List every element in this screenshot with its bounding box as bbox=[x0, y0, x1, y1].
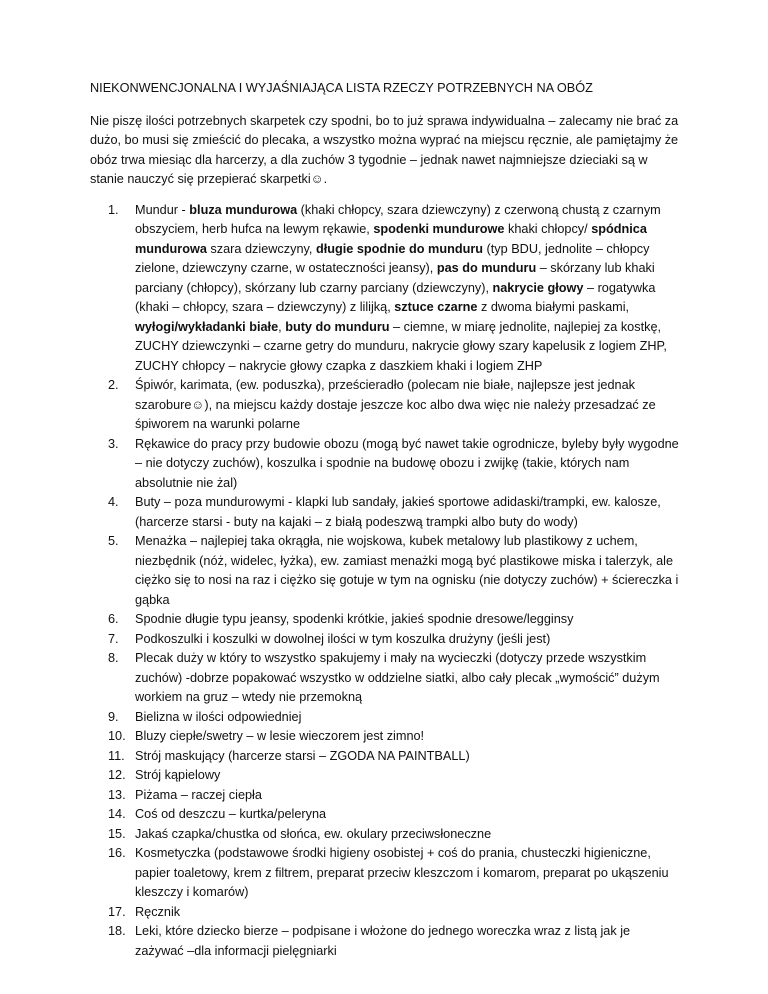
list-item bbox=[90, 532, 680, 610]
list-item-number: 1. bbox=[108, 202, 119, 217]
list-item bbox=[90, 922, 680, 961]
list-item-text: Podkoszulki i koszulki w dowolnej ilości w tym koszulka drużyny (jeśli jest) bbox=[135, 631, 551, 646]
list-item bbox=[90, 708, 680, 728]
list-item bbox=[90, 435, 680, 494]
list-item-text: Plecak duży w który to wszystko spakujemy i mały na wycieczki (dotyczy przede wszystkim zuchów) -dobrze popakować wszystko w oddzielne siatki, albo cały plecak „wymościć” dużym workiem na gruz – wtedy nie przemokną bbox=[135, 651, 660, 704]
list-item bbox=[90, 825, 680, 845]
list-item-bold-text: buty do munduru bbox=[285, 319, 390, 334]
list-item-text: – ciemne, w miarę jednolite, najlepiej za kostkę, ZUCHY dziewczynki – czarne getry do munduru, nakrycie głowy szary kapelusik z logiem ZHP, ZUCHY chłopcy – nakrycie głowy czapka z daszkiem khaki i logiem ZHP bbox=[135, 319, 667, 373]
list-item-number: 5. bbox=[108, 534, 119, 548]
list-item-number: 7. bbox=[108, 631, 119, 646]
list-item-text: Menażka – najlepiej taka okrągła, nie wojskowa, kubek metalowy lub plastikowy z uchem, niezbędnik (nóż, widelec, łyżka), ew. zamiast menażki mogą być plastikowe miska i talerzyk, ale ciężko się to nosi na raz i ciężko się gotuje w tym na ognisku (nie dotyczy zuchów) + ściereczka i gąbka bbox=[135, 534, 679, 607]
list-item-bold-text: nakrycie głowy bbox=[492, 280, 584, 295]
document-body bbox=[90, 79, 680, 961]
list-item bbox=[90, 786, 680, 806]
list-item-text: Rękawice do pracy przy budowie obozu (mogą być nawet takie ogrodnicze, byleby były wygodne – nie dotyczy zuchów), koszulka i spodnie na budowę obozu i zwijkę (takie, których nam absolutnie nie żal) bbox=[135, 436, 679, 490]
list-item-text: – rogatywka (khaki – chłopcy, szara – dziewczyny) z lilijką, bbox=[135, 280, 656, 314]
list-item-number: 17. bbox=[108, 904, 126, 919]
list-item-number: 13. bbox=[108, 787, 126, 802]
list-item-number: 14. bbox=[108, 807, 126, 821]
intro-paragraph: Nie piszę ilości potrzebnych skarpetek czy spodni, bo to już sprawa indywidualna – zalecamy nie brać za dużo, bo musi się zmieścić do plecaka, a wszystko można wyprać na miejscu ręcznie, ale pamiętajmy że obóz trwa miesiąc dla harcerzy, a dla zuchów 3 tygodnie – jednak nawet najmniejsze dzieciaki są w stanie nauczyć się przepierać skarpetki☺. bbox=[90, 113, 679, 186]
list-item-number: 9. bbox=[108, 709, 119, 724]
list-item-text: , bbox=[278, 319, 286, 334]
list-item-number: 3. bbox=[108, 436, 119, 451]
list-item-text: Coś od deszczu – kurtka/peleryna bbox=[135, 807, 327, 821]
list-item bbox=[90, 376, 680, 435]
list-item-bold-text: sztuce czarne bbox=[394, 300, 478, 314]
list-item-text: – skórzany lub khaki parciany (chłopcy), skórzany lub czarny parciany (dziewczyny), bbox=[135, 261, 655, 295]
list-item-text: Bluzy ciepłe/swetry – w lesie wieczorem jest zimno! bbox=[135, 729, 425, 743]
list-item-number: 6. bbox=[108, 612, 119, 626]
list-item bbox=[90, 766, 680, 786]
list-item-text: Spodnie długie typu jeansy, spodenki krótkie, jakieś spodnie dresowe/legginsy bbox=[135, 612, 574, 626]
list-item-text: Ręcznik bbox=[135, 904, 181, 919]
list-item bbox=[90, 844, 680, 903]
list-item-number: 11. bbox=[108, 748, 125, 763]
list-item bbox=[90, 610, 680, 630]
list-item-text: (typ BDU, jednolite – chłopcy zielone, dziewczyny czarne, w ostateczności jeansy), bbox=[135, 241, 650, 275]
list-item bbox=[90, 903, 680, 923]
list-item-text: Śpiwór, karimata, (ew. poduszka), prześcieradło (polecam nie białe, najlepsze jest jednak szarobure☺), na miejscu każdy dostaje jeszcze koc albo dwa więc nie należy przesadzać ze śpiworem na warunki polarne bbox=[135, 378, 656, 431]
list-item-bold-text: spodenki mundurowe bbox=[373, 222, 505, 236]
list-item-bold-text: długie spodnie do munduru bbox=[315, 241, 484, 256]
list-item-bold-text: spódnica mundurowa bbox=[135, 222, 647, 256]
list-item-text: Kosmetyczka (podstawowe środki higieny osobistej + coś do prania, chusteczki higieniczne, papier toaletowy, krem z filtrem, preparat przeciw kleszczom i komarom, preparat po ukąszeniu kleszczy i komarów) bbox=[135, 846, 669, 899]
list-item-text: khaki chłopcy/ bbox=[504, 222, 592, 236]
packing-list bbox=[90, 201, 680, 962]
list-item-text: (khaki chłopcy, szara dziewczyny) z czerwoną chustą z czarnym obszyciem, herb hufca na lewym rękawie, bbox=[135, 202, 661, 236]
list-item-bold-text: pas do munduru bbox=[436, 261, 537, 275]
list-item bbox=[90, 493, 680, 532]
list-item-number: 18. bbox=[108, 924, 126, 938]
list-item bbox=[90, 649, 680, 708]
list-item-number: 2. bbox=[108, 378, 119, 392]
list-item bbox=[90, 630, 680, 650]
list-item-number: 16. bbox=[108, 846, 126, 860]
list-item-number: 4. bbox=[108, 495, 119, 509]
list-item-text: Mundur - bbox=[135, 202, 190, 217]
list-item-text: Piżama – raczej ciepła bbox=[135, 787, 262, 802]
list-item-number: 8. bbox=[108, 651, 119, 665]
list-item-number: 10. bbox=[108, 729, 126, 743]
list-item-number: 15. bbox=[108, 826, 126, 841]
list-item-text: z dwoma białymi paskami, bbox=[477, 300, 630, 314]
list-item-bold-text: bluza mundurowa bbox=[189, 202, 298, 217]
list-item-text: Jakaś czapka/chustka od słońca, ew. okulary przeciwsłoneczne bbox=[135, 826, 492, 841]
list-item bbox=[90, 201, 680, 377]
list-item-number: 12. bbox=[108, 768, 126, 782]
list-item-bold-text: wyłogi/wykładanki białe bbox=[135, 319, 279, 334]
list-item-text: Buty – poza mundurowymi - klapki lub sandały, jakieś sportowe adidaski/trampki, ew. kalosze, (harcerze starsi - buty na kajaki – z białą podeszwą trampki albo buty do wody) bbox=[135, 495, 661, 529]
document-title: NIEKONWENCJONALNA I WYJAŚNIAJĄCA LISTA RZECZY POTRZEBNYCH NA OBÓZ bbox=[90, 81, 593, 95]
list-item-text: Leki, które dziecko bierze – podpisane i włożone do jednego woreczka wraz z listą jak je zażywać –dla informacji pielęgniarki bbox=[135, 924, 631, 958]
list-item-text: Strój maskujący (harcerze starsi – ZGODA NA PAINTBALL) bbox=[135, 748, 470, 763]
list-item bbox=[90, 747, 680, 767]
list-item bbox=[90, 727, 680, 747]
list-item-text: Strój kąpielowy bbox=[135, 768, 221, 782]
list-item-text: Bielizna w ilości odpowiedniej bbox=[135, 709, 302, 724]
list-item-text: szara dziewczyny, bbox=[206, 241, 316, 256]
list-item bbox=[90, 805, 680, 825]
